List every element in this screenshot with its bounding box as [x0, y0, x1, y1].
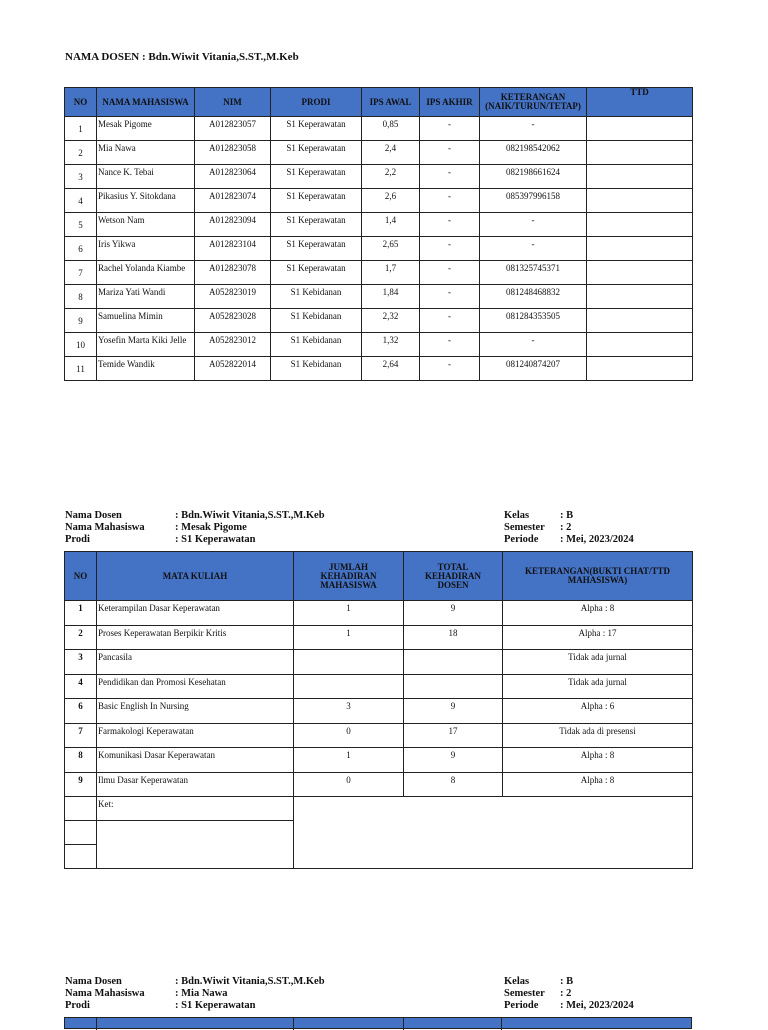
col-divider	[293, 1018, 294, 1030]
student-name: Temide Wandik	[97, 357, 195, 381]
course-note: Alpha : 8	[503, 772, 693, 797]
info-value: : Mia Nawa	[175, 988, 228, 999]
course-note: Alpha : 6	[503, 699, 693, 724]
student-prodi: S1 Keperawatan	[271, 165, 362, 189]
student-prodi: S1 Keperawatan	[271, 213, 362, 237]
student-attendance: 1	[294, 748, 404, 773]
ips-awal: 2,6	[362, 189, 420, 213]
table-row	[65, 748, 693, 773]
page-title: NAMA DOSEN : Bdn.Wiwit Vitania,S.ST.,M.Keb	[65, 51, 299, 63]
student-prodi: S1 Keperawatan	[271, 237, 362, 261]
row-number: 8	[65, 285, 97, 309]
table-row	[65, 309, 693, 333]
student-info-left	[65, 510, 325, 546]
student-info-right	[504, 976, 634, 1012]
ket-notes-area	[294, 797, 693, 869]
ttd	[587, 165, 693, 189]
lecturer-attendance: 8	[404, 772, 503, 797]
course-name: Basic English In Nursing	[97, 699, 294, 724]
row-number: 5	[65, 213, 97, 237]
student-prodi: S1 Kebidanan	[271, 357, 362, 381]
course-name: Komunikasi Dasar Keperawatan	[97, 748, 294, 773]
info-value: : Bdn.Wiwit Vitania,S.ST.,M.Keb	[175, 510, 325, 521]
row-number: 8	[65, 748, 97, 773]
row-number: 2	[65, 625, 97, 650]
col-header: TOTAL KEHADIRAN DOSEN	[404, 552, 503, 601]
col-header: NAMA MAHASISWA	[97, 88, 195, 117]
course-name: Pendidikan dan Promosi Kesehatan	[97, 674, 294, 699]
course-name: Keterampilan Dasar Keperawatan	[97, 601, 294, 626]
info-label: Periode	[504, 1000, 539, 1011]
row-number: 7	[65, 723, 97, 748]
row-number: 2	[65, 141, 97, 165]
row-number: 3	[65, 650, 97, 675]
table-row	[65, 723, 693, 748]
lecturer-attendance: 18	[404, 625, 503, 650]
ips-akhir: -	[420, 285, 480, 309]
lecturer-attendance	[404, 674, 503, 699]
student-attendance: 0	[294, 723, 404, 748]
lecturer-attendance: 9	[404, 601, 503, 626]
table-row	[65, 189, 693, 213]
ttd	[587, 261, 693, 285]
table-row	[65, 261, 693, 285]
info-label: Nama Dosen	[65, 510, 122, 521]
ttd	[587, 189, 693, 213]
info-label: Prodi	[65, 1000, 90, 1011]
keterangan: 085397996158	[480, 189, 587, 213]
row-number: 6	[65, 237, 97, 261]
info-value: : Mesak Pigome	[175, 522, 247, 533]
lecturer-attendance: 9	[404, 699, 503, 724]
info-label: Nama Mahasiswa	[65, 988, 145, 999]
info-value: : B	[560, 976, 574, 987]
ips-akhir: -	[420, 141, 480, 165]
table-header-partial	[64, 1017, 692, 1029]
row-number: 9	[65, 772, 97, 797]
info-label: Semester	[504, 522, 545, 533]
lecturer-attendance: 9	[404, 748, 503, 773]
col-header: KETERANGAN (NAIK/TURUN/TETAP)	[480, 88, 587, 117]
student-prodi: S1 Keperawatan	[271, 141, 362, 165]
info-value: : B	[560, 510, 574, 521]
ips-awal: 2,65	[362, 237, 420, 261]
ips-awal: 1,4	[362, 213, 420, 237]
student-nim: A052823012	[195, 333, 271, 357]
table-row	[65, 357, 693, 381]
ips-akhir: -	[420, 237, 480, 261]
col-header: NO	[65, 552, 97, 601]
lecturer-attendance: 17	[404, 723, 503, 748]
keterangan: -	[480, 213, 587, 237]
student-prodi: S1 Keperawatan	[271, 189, 362, 213]
col-divider	[501, 1018, 502, 1030]
student-nim: A012823094	[195, 213, 271, 237]
row-number: 11	[65, 357, 97, 381]
student-name: Wetson Nam	[97, 213, 195, 237]
col-header: IPS AWAL	[362, 88, 420, 117]
keterangan: 081284353505	[480, 309, 587, 333]
ips-akhir: -	[420, 189, 480, 213]
student-attendance	[294, 650, 404, 675]
student-name: Samuelina Mimin	[97, 309, 195, 333]
student-prodi: S1 Keperawatan	[271, 261, 362, 285]
course-name: Proses Keperawatan Berpikir Kritis	[97, 625, 294, 650]
info-value: : Bdn.Wiwit Vitania,S.ST.,M.Keb	[175, 976, 325, 987]
course-name: Ilmu Dasar Keperawatan	[97, 772, 294, 797]
table-header-row	[65, 552, 693, 601]
table-header-row	[65, 88, 693, 117]
ips-awal: 1,7	[362, 261, 420, 285]
info-value: : 2	[560, 988, 572, 999]
course-name: Farmakologi Keperawatan	[97, 723, 294, 748]
course-note: Tidak ada jurnal	[503, 674, 693, 699]
keterangan: 081240874207	[480, 357, 587, 381]
student-name: Yosefin Marta Kiki Jelle	[97, 333, 195, 357]
student-attendance	[294, 674, 404, 699]
table-row	[65, 625, 693, 650]
table-row	[65, 333, 693, 357]
ips-awal: 2,32	[362, 309, 420, 333]
student-attendance: 3	[294, 699, 404, 724]
ips-akhir: -	[420, 309, 480, 333]
ket-cell	[65, 845, 97, 869]
keterangan: 081248468832	[480, 285, 587, 309]
student-prodi: S1 Kebidanan	[271, 333, 362, 357]
ket-row	[65, 797, 693, 821]
ips-akhir: -	[420, 261, 480, 285]
student-prodi: S1 Keperawatan	[271, 117, 362, 141]
ips-akhir: -	[420, 213, 480, 237]
table-row	[65, 285, 693, 309]
student-prodi: S1 Kebidanan	[271, 309, 362, 333]
ips-awal: 1,32	[362, 333, 420, 357]
student-attendance: 0	[294, 772, 404, 797]
info-label: Semester	[504, 988, 545, 999]
keterangan: -	[480, 237, 587, 261]
ttd	[587, 237, 693, 261]
keterangan: -	[480, 117, 587, 141]
course-note: Tidak ada jurnal	[503, 650, 693, 675]
student-nim: A052822014	[195, 357, 271, 381]
student-name: Pikasius Y. Sitokdana	[97, 189, 195, 213]
info-label: Kelas	[504, 976, 530, 987]
ips-akhir: -	[420, 333, 480, 357]
row-number: 7	[65, 261, 97, 285]
info-label: Prodi	[65, 534, 90, 545]
ttd	[587, 285, 693, 309]
col-header: JUMLAH KEHADIRAN MAHASISWA	[294, 552, 404, 601]
ttd	[587, 141, 693, 165]
col-header: IPS AKHIR	[420, 88, 480, 117]
table-row	[65, 674, 693, 699]
student-prodi: S1 Kebidanan	[271, 285, 362, 309]
keterangan: 082198661624	[480, 165, 587, 189]
table-row	[65, 699, 693, 724]
student-info-left	[65, 976, 325, 1012]
keterangan: 081325745371	[480, 261, 587, 285]
ttd	[587, 213, 693, 237]
table-row	[65, 650, 693, 675]
table-row	[65, 601, 693, 626]
student-nim: A012823058	[195, 141, 271, 165]
col-divider	[96, 1018, 97, 1030]
info-value: : Mei, 2023/2024	[560, 1000, 634, 1011]
ttd	[587, 309, 693, 333]
row-number: 4	[65, 674, 97, 699]
col-header: NO	[65, 88, 97, 117]
attendance-table	[64, 551, 693, 869]
student-name: Rachel Yolanda Kiambe	[97, 261, 195, 285]
table-row	[65, 141, 693, 165]
row-number: 1	[65, 601, 97, 626]
course-name: Pancasila	[97, 650, 294, 675]
info-label: Periode	[504, 534, 539, 545]
student-nim: A012823104	[195, 237, 271, 261]
student-attendance: 1	[294, 625, 404, 650]
ips-akhir: -	[420, 357, 480, 381]
ttd	[587, 117, 693, 141]
student-list-table	[64, 87, 693, 381]
ket-cell	[65, 797, 97, 821]
ket-cell	[65, 821, 97, 845]
student-nim: A052823028	[195, 309, 271, 333]
ips-akhir: -	[420, 165, 480, 189]
keterangan: 082198542062	[480, 141, 587, 165]
ips-awal: 2,4	[362, 141, 420, 165]
row-number: 10	[65, 333, 97, 357]
keterangan: -	[480, 333, 587, 357]
student-nim: A012823064	[195, 165, 271, 189]
row-number: 4	[65, 189, 97, 213]
ips-awal: 1,84	[362, 285, 420, 309]
course-note: Alpha : 8	[503, 601, 693, 626]
student-nim: A012823074	[195, 189, 271, 213]
student-attendance: 1	[294, 601, 404, 626]
col-divider	[403, 1018, 404, 1030]
ips-awal: 0,85	[362, 117, 420, 141]
ket-label: Ket:	[97, 797, 294, 821]
info-value: : S1 Keperawatan	[175, 1000, 256, 1011]
student-name: Mariza Yati Wandi	[97, 285, 195, 309]
ket-cell	[97, 821, 294, 869]
student-nim: A012823078	[195, 261, 271, 285]
info-label: Nama Dosen	[65, 976, 122, 987]
info-label: Kelas	[504, 510, 530, 521]
col-header: TTD	[587, 88, 693, 117]
student-info-right	[504, 510, 634, 546]
ips-akhir: -	[420, 117, 480, 141]
student-nim: A012823057	[195, 117, 271, 141]
col-header: NIM	[195, 88, 271, 117]
row-number: 6	[65, 699, 97, 724]
course-note: Tidak ada di presensi	[503, 723, 693, 748]
col-header: MATA KULIAH	[97, 552, 294, 601]
ips-awal: 2,64	[362, 357, 420, 381]
row-number: 9	[65, 309, 97, 333]
student-name: Iris Yikwa	[97, 237, 195, 261]
table-row	[65, 117, 693, 141]
course-note: Alpha : 17	[503, 625, 693, 650]
ips-awal: 2,2	[362, 165, 420, 189]
info-value: : S1 Keperawatan	[175, 534, 256, 545]
table-row	[65, 213, 693, 237]
table-row	[65, 237, 693, 261]
info-label: Nama Mahasiswa	[65, 522, 145, 533]
student-name: Nance K. Tebai	[97, 165, 195, 189]
ttd	[587, 357, 693, 381]
student-name: Mia Nawa	[97, 141, 195, 165]
row-number: 3	[65, 165, 97, 189]
student-name: Mesak Pigome	[97, 117, 195, 141]
col-header: PRODI	[271, 88, 362, 117]
info-value: : Mei, 2023/2024	[560, 534, 634, 545]
table-row	[65, 772, 693, 797]
ttd	[587, 333, 693, 357]
lecturer-attendance	[404, 650, 503, 675]
row-number: 1	[65, 117, 97, 141]
course-note: Alpha : 8	[503, 748, 693, 773]
info-value: : 2	[560, 522, 572, 533]
student-nim: A052823019	[195, 285, 271, 309]
col-header: KETERANGAN(BUKTI CHAT/TTD MAHASISWA)	[503, 552, 693, 601]
table-row	[65, 165, 693, 189]
